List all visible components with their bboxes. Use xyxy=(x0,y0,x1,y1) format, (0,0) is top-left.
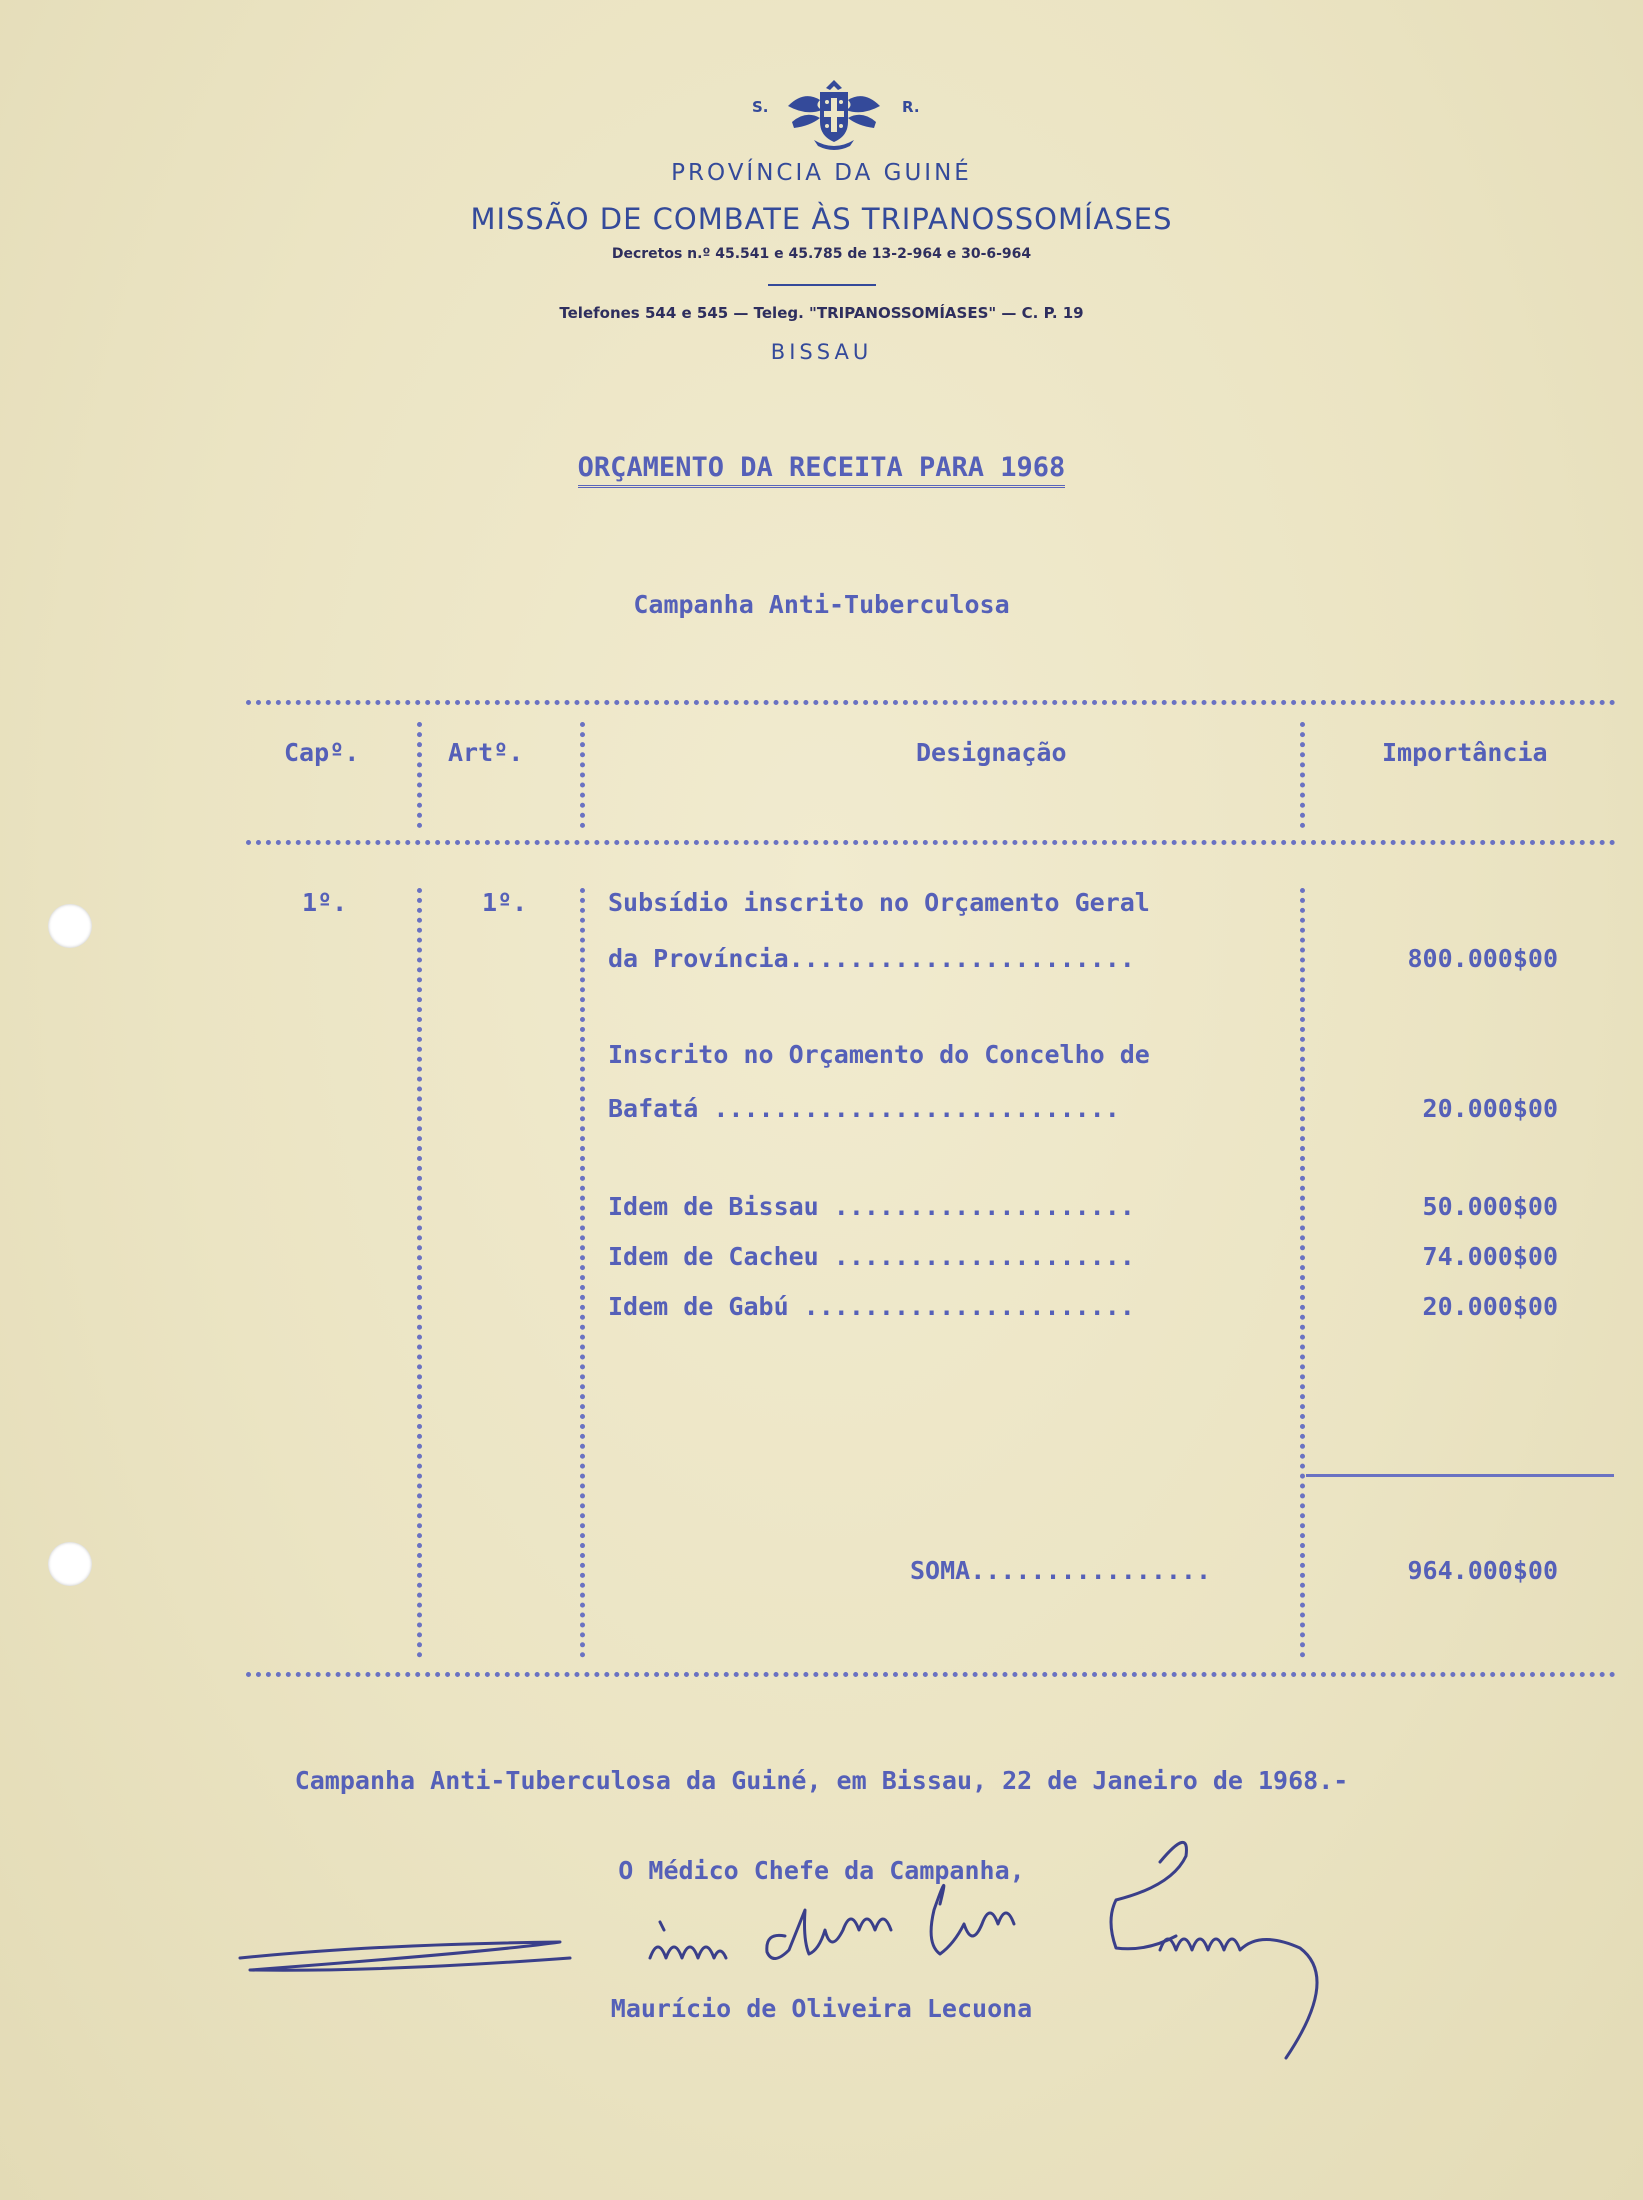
row-cap: 1º. xyxy=(302,888,348,917)
place-date-line: Campanha Anti-Tuberculosa da Guiné, em Bissau, 22 de Janeiro de 1968.- xyxy=(294,1766,1349,1795)
document-title-text: ORÇAMENTO DA RECEITA PARA 1968 xyxy=(578,452,1066,488)
row-amount: 20.000$00 xyxy=(1422,1292,1558,1321)
mission-name: MISSÃO DE COMBATE ÀS TRIPANOSSOMÍASES xyxy=(470,202,1173,236)
document-subtitle: Campanha Anti-Tuberculosa xyxy=(633,590,1010,619)
s-mark: S. xyxy=(752,98,769,116)
letterhead-divider xyxy=(768,284,876,286)
row-art: 1º. xyxy=(482,888,528,917)
punch-hole xyxy=(48,1542,92,1586)
column-divider xyxy=(1300,722,1305,828)
row-amount: 20.000$00 xyxy=(1422,1094,1558,1123)
row-designation: Idem de Cacheu .................... xyxy=(608,1242,1135,1271)
header-art: Artº. xyxy=(448,738,524,767)
crest-line xyxy=(0,76,1643,156)
column-divider xyxy=(580,722,585,828)
column-divider xyxy=(580,888,585,1658)
header-amount: Importância xyxy=(1382,738,1548,767)
column-divider xyxy=(1300,888,1305,1658)
row-designation: Bafatá ........................... xyxy=(608,1094,1120,1123)
row-designation: Idem de Gabú ...................... xyxy=(608,1292,1135,1321)
table-bottom-rule xyxy=(246,1672,1616,1677)
column-divider xyxy=(417,722,422,828)
contact-line: Telefones 544 e 545 — Teleg. "TRIPANOSSOMÍASES" — C. P. 19 xyxy=(559,304,1084,322)
handwritten-signature xyxy=(230,1840,1530,2060)
total-label: SOMA................ xyxy=(910,1556,1212,1585)
total-amount: 964.000$00 xyxy=(1407,1556,1558,1585)
header-cap: Capº. xyxy=(284,738,360,767)
punch-hole xyxy=(48,904,92,948)
document-title xyxy=(0,452,1643,483)
row-designation: Inscrito no Orçamento do Concelho de xyxy=(608,1040,1150,1069)
row-amount: 50.000$00 xyxy=(1422,1192,1558,1221)
decrees-line: Decretos n.º 45.541 e 45.785 de 13-2-964 e 30-6-964 xyxy=(611,246,1032,262)
table-header-rule xyxy=(246,840,1616,845)
row-designation: Subsídio inscrito no Orçamento Geral xyxy=(608,888,1150,917)
signer-title: O Médico Chefe da Campanha, xyxy=(618,1856,1025,1885)
table-top-rule xyxy=(246,700,1616,705)
row-amount: 800.000$00 xyxy=(1407,944,1558,973)
header-designation: Designação xyxy=(916,738,1067,767)
r-mark: R. xyxy=(902,98,920,116)
total-rule xyxy=(1306,1474,1614,1477)
coat-of-arms-icon xyxy=(784,76,884,152)
province-name: PROVÍNCIA DA GUINÉ xyxy=(671,160,972,186)
signer-name: Maurício de Oliveira Lecuona xyxy=(610,1994,1033,2023)
row-designation: Idem de Bissau .................... xyxy=(608,1192,1135,1221)
city-name: BISSAU xyxy=(770,340,873,364)
row-amount: 74.000$00 xyxy=(1422,1242,1558,1271)
column-divider xyxy=(417,888,422,1658)
row-designation: da Província....................... xyxy=(608,944,1135,973)
